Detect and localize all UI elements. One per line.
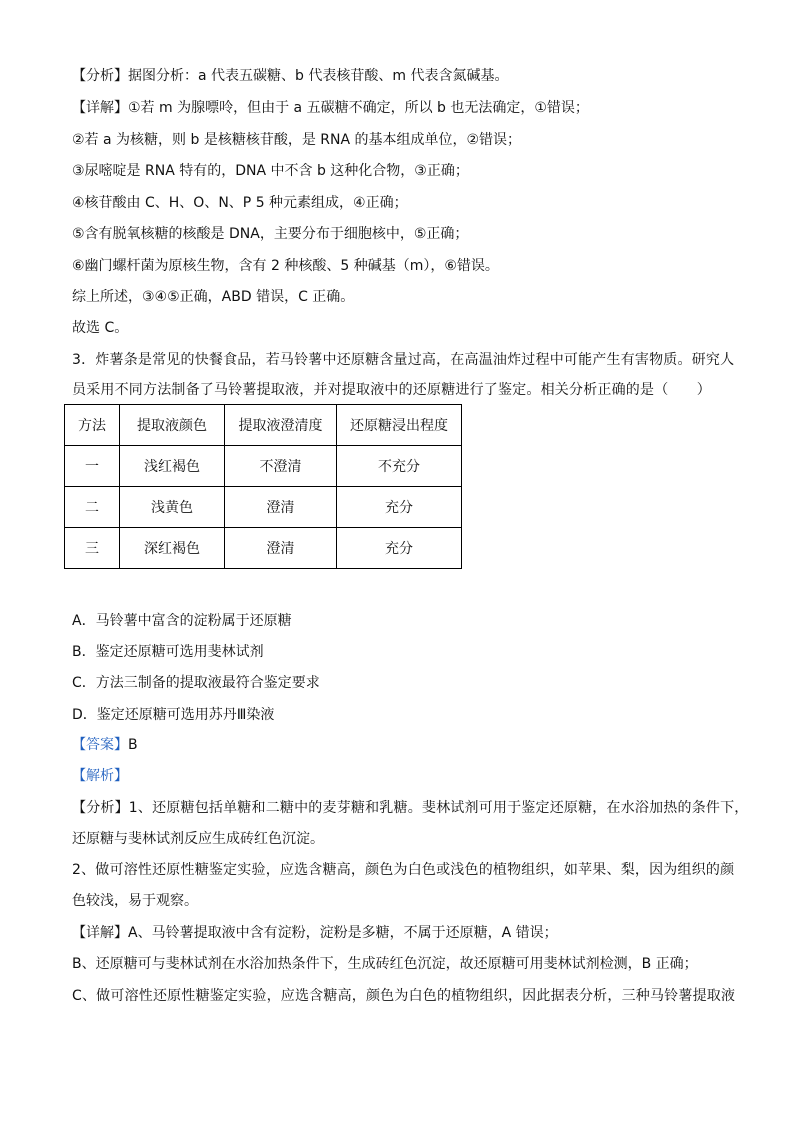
explanation-line: B、还原糖可与斐林试剂在水浴加热条件下，生成砖红色沉淀，故还原糖可用斐林试剂检测，B 正确； <box>72 956 698 972</box>
table-header-cell: 提取液澄清度 <box>225 405 337 446</box>
choice-line: 故选 C。 <box>72 320 129 336</box>
table-cell: 浅红褐色 <box>120 446 225 487</box>
detail-item-3: ③尿嘧啶是 RNA 特有的，DNA 中不含 b 这种化合物，③正确； <box>72 163 469 179</box>
table-cell: 一 <box>65 446 120 487</box>
option-b: B．鉴定还原糖可选用斐林试剂 <box>72 644 264 660</box>
question-stem-line-2: 员采用不同方法制备了马铃薯提取液，并对提取液中的还原糖进行了鉴定。相关分析正确的是（ ） <box>72 382 711 398</box>
detail-item-4: ④核苷酸由 C、H、O、N、P 5 种元素组成，④正确； <box>72 195 408 211</box>
answer-line <box>72 735 138 755</box>
explanation-line: 【分析】1、还原糖包括单糖和二糖中的麦芽糖和乳糖。斐林试剂可用于鉴定还原糖，在水浴加热的条件下， <box>72 800 749 816</box>
table-cell: 充分 <box>337 487 462 528</box>
table-row <box>65 528 462 569</box>
table-header-cell: 方法 <box>65 405 120 446</box>
table-cell: 不充分 <box>337 446 462 487</box>
table-cell: 二 <box>65 487 120 528</box>
explanation-line: 色较浅，易于观察。 <box>72 893 198 909</box>
explanation-line: 【详解】A、马铃薯提取液中含有淀粉，淀粉是多糖，不属于还原糖，A 错误； <box>72 925 558 941</box>
table-cell: 澄清 <box>225 487 337 528</box>
explanation-heading: 【解析】 <box>72 768 128 784</box>
table-header-cell: 提取液颜色 <box>120 405 225 446</box>
question-stem-line-1: 3．炸薯条是常见的快餐食品，若马铃薯中还原糖含量过高，在高温油炸过程中可能产生有害物质。研究人 <box>72 352 735 368</box>
option-a: A．马铃薯中富含的淀粉属于还原糖 <box>72 613 292 629</box>
option-c: C．方法三制备的提取液最符合鉴定要求 <box>72 675 320 691</box>
detail-line: 【详解】①若 m 为腺嘌呤，但由于 a 五碳糖不确定，所以 b 也无法确定，①错误； <box>72 100 589 116</box>
answer-label: 【答案】 <box>72 737 128 753</box>
table-cell: 三 <box>65 528 120 569</box>
explanation-line: C、做可溶性还原性糖鉴定实验，应选含糖高，颜色为白色的植物组织，因此据表分析，三种马铃薯提取液 <box>72 988 736 1004</box>
data-table <box>64 404 462 569</box>
table-cell: 深红褐色 <box>120 528 225 569</box>
summary-line: 综上所述，③④⑤正确，ABD 错误，C 正确。 <box>72 289 355 305</box>
analysis-line: 【分析】据图分析：a 代表五碳糖、b 代表核苷酸、m 代表含氮碱基。 <box>72 68 509 84</box>
detail-item-6: ⑥幽门螺杆菌为原核生物，含有 2 种核酸、5 种碱基（m），⑥错误。 <box>72 258 499 274</box>
table-cell: 浅黄色 <box>120 487 225 528</box>
option-d: D．鉴定还原糖可选用苏丹Ⅲ染液 <box>72 707 275 723</box>
detail-item-5: ⑤含有脱氧核糖的核酸是 DNA，主要分布于细胞核中，⑤正确； <box>72 226 469 242</box>
table-header-cell: 还原糖浸出程度 <box>337 405 462 446</box>
explanation-line: 还原糖与斐林试剂反应生成砖红色沉淀。 <box>72 831 324 847</box>
table-cell: 充分 <box>337 528 462 569</box>
explanation-line: 2、做可溶性还原性糖鉴定实验，应选含糖高，颜色为白色或浅色的植物组织，如苹果、梨，因为组织的颜 <box>72 862 735 878</box>
table-header-row <box>65 405 462 446</box>
table-cell: 不澄清 <box>225 446 337 487</box>
detail-item-2: ②若 a 为核糖，则 b 是核糖核苷酸，是 RNA 的基本组成单位，②错误； <box>72 132 522 148</box>
table-row <box>65 446 462 487</box>
table-row <box>65 487 462 528</box>
answer-value: B <box>128 737 138 753</box>
table-cell: 澄清 <box>225 528 337 569</box>
